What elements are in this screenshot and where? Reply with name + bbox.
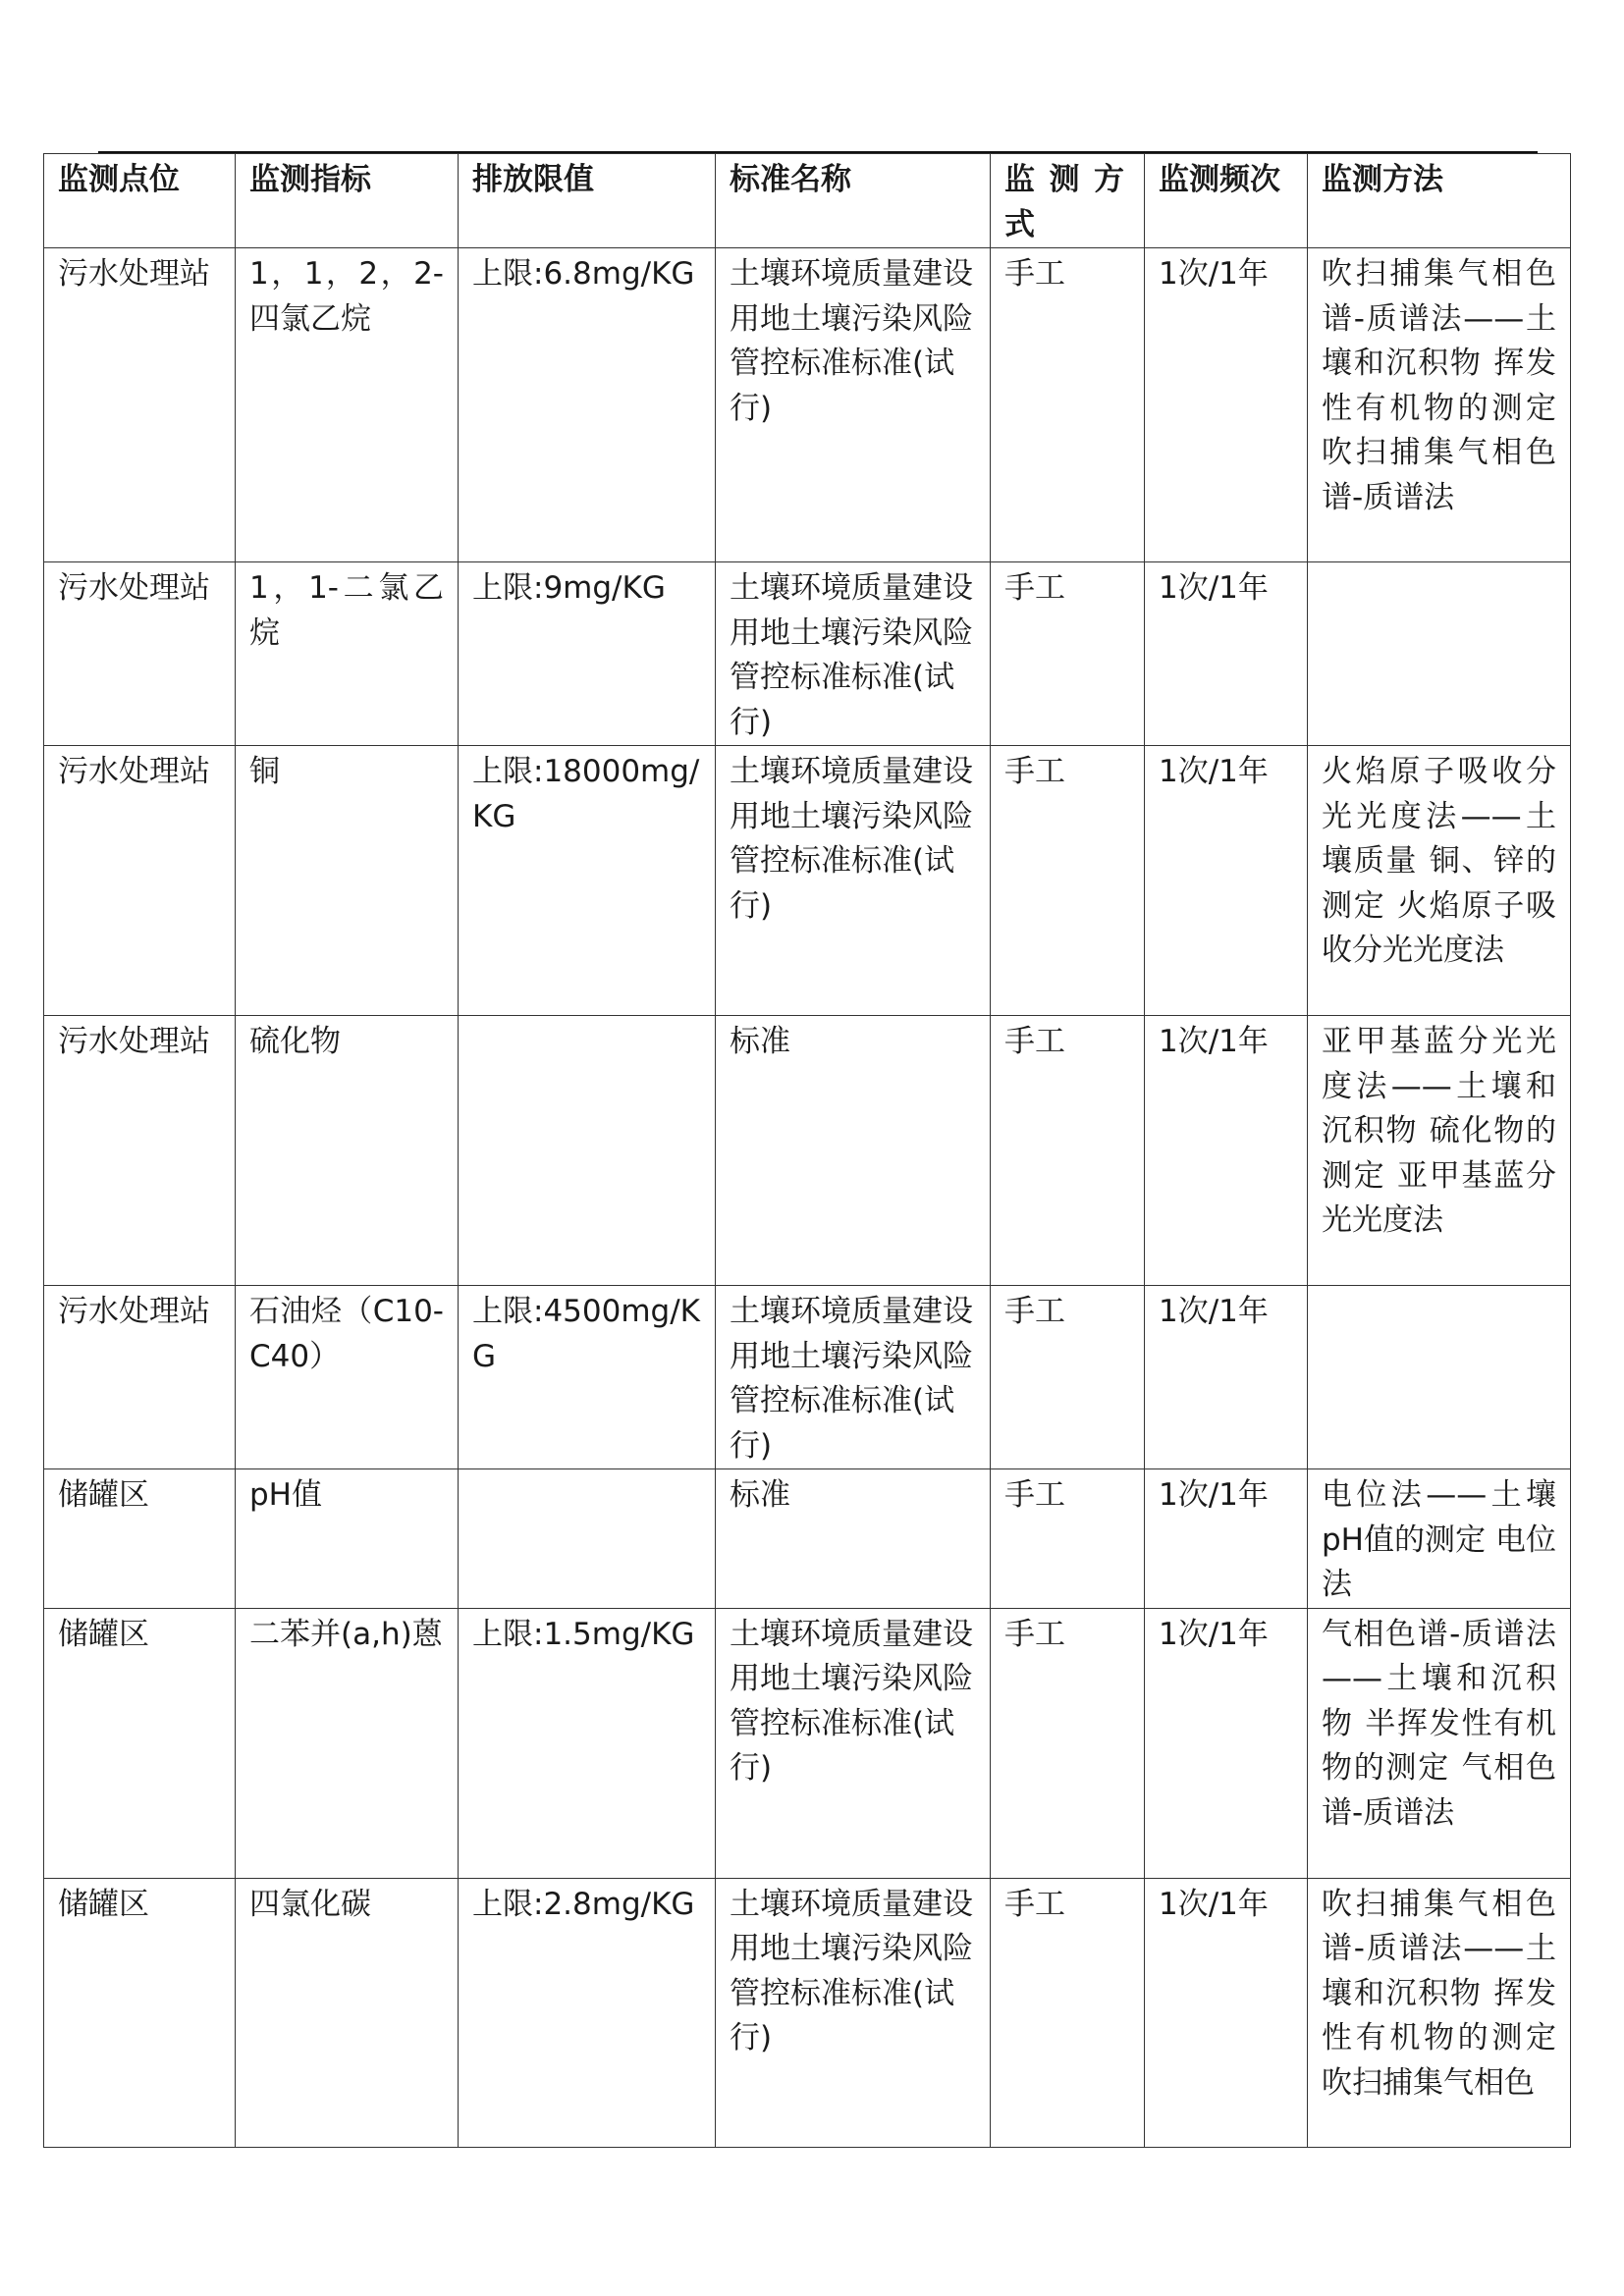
cell-frequency: 1次/1年 <box>1145 248 1308 562</box>
column-header-frequency: 监测频次 <box>1145 154 1308 248</box>
cell-mode: 手工 <box>991 746 1145 1016</box>
cell-frequency: 1次/1年 <box>1145 1016 1308 1286</box>
cell-frequency: 1次/1年 <box>1145 1469 1308 1609</box>
table-header-row <box>44 154 1571 248</box>
cell-location: 污水处理站 <box>44 746 236 1016</box>
cell-limit: 上限:6.8mg/KG <box>459 248 716 562</box>
column-header-standard: 标准名称 <box>716 154 991 248</box>
cell-indicator: pH值 <box>236 1469 459 1609</box>
cell-method <box>1308 1878 1571 2147</box>
cell-mode: 手工 <box>991 562 1145 746</box>
cell-location: 污水处理站 <box>44 562 236 746</box>
column-header-method: 监测方法 <box>1308 154 1571 248</box>
cell-mode: 手工 <box>991 1286 1145 1469</box>
cell-indicator: 二苯并(a,h)蒽 <box>236 1608 459 1878</box>
table-row <box>44 248 1571 562</box>
cell-standard: 土壤环境质量建设用地土壤污染风险管控标准标准(试行) <box>716 248 991 562</box>
cell-limit <box>459 1016 716 1286</box>
cell-method-text: 吹扫捕集气相色谱-质谱法——土壤和沉积物 挥发性有机物的测定 吹扫捕集气相色 <box>1322 1886 1556 2101</box>
cell-frequency: 1次/1年 <box>1145 1878 1308 2147</box>
table-row <box>44 1608 1571 1878</box>
cell-location: 储罐区 <box>44 1608 236 1878</box>
table-row <box>44 1878 1571 2147</box>
cell-limit: 上限:2.8mg/KG <box>459 1878 716 2147</box>
monitoring-table <box>43 153 1571 2148</box>
cell-location: 污水处理站 <box>44 1286 236 1469</box>
cell-standard: 土壤环境质量建设用地土壤污染风险管控标准标准(试行) <box>716 1878 991 2147</box>
cell-limit: 上限:1.5mg/KG <box>459 1608 716 1878</box>
cell-frequency: 1次/1年 <box>1145 1286 1308 1469</box>
cell-location: 储罐区 <box>44 1469 236 1609</box>
cell-standard: 土壤环境质量建设用地土壤污染风险管控标准标准(试行) <box>716 1286 991 1469</box>
cell-indicator: 四氯化碳 <box>236 1878 459 2147</box>
cell-location: 污水处理站 <box>44 1016 236 1286</box>
table-row <box>44 1469 1571 1609</box>
cell-standard: 土壤环境质量建设用地土壤污染风险管控标准标准(试行) <box>716 746 991 1016</box>
cell-mode: 手工 <box>991 1016 1145 1286</box>
cell-mode: 手工 <box>991 1469 1145 1609</box>
cell-indicator: 1，1，2，2-四氯乙烷 <box>236 248 459 562</box>
cell-location: 储罐区 <box>44 1878 236 2147</box>
cell-standard: 标准 <box>716 1016 991 1286</box>
column-header-limit: 排放限值 <box>459 154 716 248</box>
cell-frequency: 1次/1年 <box>1145 562 1308 746</box>
cell-mode: 手工 <box>991 248 1145 562</box>
cell-method: 火焰原子吸收分光光度法——土壤质量 铜、锌的测定 火焰原子吸收分光光度法 <box>1308 746 1571 1016</box>
cell-standard: 土壤环境质量建设用地土壤污染风险管控标准标准(试行) <box>716 562 991 746</box>
cell-limit: 上限:4500mg/KG <box>459 1286 716 1469</box>
table-row <box>44 1286 1571 1469</box>
column-header-location: 监测点位 <box>44 154 236 248</box>
cell-method: 电位法——土壤 pH值的测定 电位法 <box>1308 1469 1571 1609</box>
cell-method: 亚甲基蓝分光光度法——土壤和沉积物 硫化物的测定 亚甲基蓝分光光度法 <box>1308 1016 1571 1286</box>
table-row <box>44 1016 1571 1286</box>
table-row <box>44 562 1571 746</box>
cell-limit: 上限:18000mg/KG <box>459 746 716 1016</box>
cell-frequency: 1次/1年 <box>1145 1608 1308 1878</box>
table-row <box>44 746 1571 1016</box>
column-header-indicator: 监测指标 <box>236 154 459 248</box>
cell-location: 污水处理站 <box>44 248 236 562</box>
cell-method: 吹扫捕集气相色谱-质谱法——土壤和沉积物 挥发性有机物的测定 吹扫捕集气相色谱-质谱法 <box>1308 248 1571 562</box>
cell-limit <box>459 1469 716 1609</box>
cell-method <box>1308 562 1571 746</box>
cell-method: 气相色谱-质谱法——土壤和沉积物 半挥发性有机物的测定 气相色谱-质谱法 <box>1308 1608 1571 1878</box>
cell-mode: 手工 <box>991 1608 1145 1878</box>
cell-indicator: 石油烃（C10-C40） <box>236 1286 459 1469</box>
cell-limit: 上限:9mg/KG <box>459 562 716 746</box>
cell-indicator: 铜 <box>236 746 459 1016</box>
cell-method <box>1308 1286 1571 1469</box>
cell-indicator: 硫化物 <box>236 1016 459 1286</box>
cell-standard: 土壤环境质量建设用地土壤污染风险管控标准标准(试行) <box>716 1608 991 1878</box>
column-header-mode: 监测方式 <box>991 154 1145 248</box>
cell-frequency: 1次/1年 <box>1145 746 1308 1016</box>
cell-indicator: 1，1-二氯乙烷 <box>236 562 459 746</box>
cell-standard: 标准 <box>716 1469 991 1609</box>
cell-mode: 手工 <box>991 1878 1145 2147</box>
